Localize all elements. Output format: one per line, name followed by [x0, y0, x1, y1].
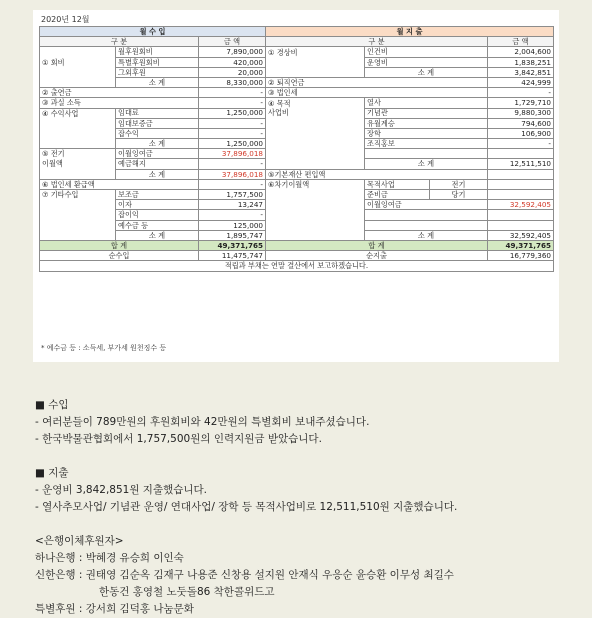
expense-total-amount: 49,371,765	[488, 240, 554, 250]
expense-line: - 운영비 3,842,851원 지출했습니다.	[35, 484, 208, 496]
expense-header: 월 지 출	[266, 27, 554, 37]
expense-group-cell	[266, 200, 365, 210]
income-subtotal-amount: 8,330,000	[199, 77, 266, 87]
expense-group-amount	[488, 169, 554, 179]
income-group-amount: -	[199, 88, 266, 98]
income-item-label: 특별후원회비	[116, 57, 199, 67]
expense-item-amount: 2,004,600	[488, 47, 554, 57]
income-line: - 여러분들이 789만원의 후원회비와 42만원의 특별회비 보내주셨습니다.	[35, 416, 370, 428]
income-group-amount: -	[199, 98, 266, 108]
expense-group-cell	[266, 139, 365, 149]
income-item-amount: -	[199, 159, 266, 169]
expense-empty-cell	[365, 210, 488, 220]
expense-group-cell	[266, 159, 365, 169]
net-expense-label: 순지출	[266, 251, 488, 261]
expense-item-label: 준비금	[365, 190, 430, 200]
income-item-amount: 20,000	[199, 67, 266, 77]
report-month: 2020년 12월	[41, 15, 90, 24]
expense-item-amount: 9,880,300	[488, 108, 554, 118]
income-item-amount: 125,000	[199, 220, 266, 230]
income-group-label: ③ 과실 소득	[40, 98, 199, 108]
expense-empty-amount	[488, 220, 554, 230]
expense-group-label: ① 경상비	[266, 47, 365, 57]
expense-group-cell	[266, 128, 365, 138]
income-section-title: ■ 수입	[35, 399, 69, 411]
income-item-label: 임대보증금	[116, 118, 199, 128]
income-item-amount: 13,247	[199, 200, 266, 210]
income-item-label: 이자	[116, 200, 199, 210]
expense-item-label: 인건비	[365, 47, 488, 57]
expense-group-cell	[266, 57, 365, 67]
net-income-label: 순수입	[40, 251, 199, 261]
expense-item-amount	[488, 179, 554, 189]
expense-empty-amount	[488, 210, 554, 220]
expense-group-label: ⑥차기이월액	[266, 179, 365, 189]
income-group-cell	[40, 67, 116, 77]
income-item-amount: 1,757,500	[199, 190, 266, 200]
income-group-label: ⑥ 법인세 환급액	[40, 179, 199, 189]
expense-group-cell	[266, 220, 365, 230]
expense-subtotal-label: 소 계	[365, 67, 488, 77]
income-item-label: 잡수익	[116, 128, 199, 138]
income-amount-header: 금 액	[199, 37, 266, 47]
income-subtotal-amount: 37,896,018	[199, 169, 266, 179]
expense-item-amount: 1,838,251	[488, 57, 554, 67]
expense-group-amount: -	[488, 88, 554, 98]
income-item-amount: -	[199, 128, 266, 138]
net-income-amount: 11,475,747	[199, 251, 266, 261]
income-category-header: 구 분	[40, 37, 199, 47]
expense-item-amount: 794,600	[488, 118, 554, 128]
expense-item-label: 조직홍보	[365, 139, 488, 149]
income-group-cell	[40, 210, 116, 220]
income-group-cell	[40, 230, 116, 240]
income-item-label: 예금해지	[116, 159, 199, 169]
income-line: - 한국박물관협회에서 1,757,500원의 인력지원금 받았습니다.	[35, 433, 322, 445]
expense-group-label: ③ 법인세	[266, 88, 488, 98]
income-subtotal-label: 소 계	[116, 77, 199, 87]
expense-subtotal-amount: 3,842,851	[488, 67, 554, 77]
expense-group-cell	[266, 230, 365, 240]
expense-group-cell	[266, 118, 365, 128]
income-group-cell	[40, 220, 116, 230]
expense-empty-amount	[488, 149, 554, 159]
expense-item-label: 유월계승	[365, 118, 488, 128]
expense-subtotal-amount: 12,511,510	[488, 159, 554, 169]
income-item-amount: 1,250,000	[199, 108, 266, 118]
income-group-label: ⑦ 기타수입	[40, 190, 116, 200]
income-subtotal-label: 소 계	[116, 139, 199, 149]
income-item-label: 임대료	[116, 108, 199, 118]
income-group-label: ⑤ 전기	[40, 149, 116, 159]
expense-group-cell	[266, 149, 365, 159]
expense-item-amount: 106,900	[488, 128, 554, 138]
income-group-cell	[40, 139, 116, 149]
expense-group-amount: 424,999	[488, 77, 554, 87]
expense-group-cell	[266, 210, 365, 220]
income-group-cell	[40, 200, 116, 210]
donors-line: 신한은행 : 권태영 김순옥 김재구 나용준 신창용 설지원 안재식 우응순 윤승환 이무성 최길수	[35, 569, 454, 581]
expense-item-label: 기념관	[365, 108, 488, 118]
expense-group-label: ② 퇴직연금	[266, 77, 488, 87]
expense-item-label: 목적사업	[365, 179, 430, 189]
net-expense-amount: 16,779,360	[488, 251, 554, 261]
income-item-label: 그외후원	[116, 67, 199, 77]
income-item-label: 보조금	[116, 190, 199, 200]
expense-group-cell	[266, 190, 365, 200]
donors-title: <은행이체후원자>	[35, 535, 124, 547]
income-group-cell	[40, 128, 116, 138]
income-group-amount: -	[199, 179, 266, 189]
income-subtotal-label: 소 계	[116, 169, 199, 179]
income-item-label: 잡이익	[116, 210, 199, 220]
donors-line: 한동건 홍영철 노둣돌86 착한콜위드고	[99, 586, 275, 598]
income-total-label: 합 계	[40, 240, 199, 250]
income-group-cell	[40, 118, 116, 128]
expense-section-title: ■ 지출	[35, 467, 69, 479]
expense-group-cell	[266, 67, 365, 77]
expense-item-sublabel: 당기	[430, 190, 488, 200]
income-group-label: ④ 수익사업	[40, 108, 116, 118]
expense-item-label: 운영비	[365, 57, 488, 67]
expense-group-label: ⑤기본재산 편입액	[266, 169, 488, 179]
income-item-label: 월후원회비	[116, 47, 199, 57]
income-subtotal-amount: 1,250,000	[199, 139, 266, 149]
expense-group-label: ④ 목적	[266, 98, 365, 108]
expense-item-sublabel: 전기	[430, 179, 488, 189]
expense-amount-header: 금 액	[488, 37, 554, 47]
expense-line: - 열사추모사업/ 기념관 운영/ 연대사업/ 장학 등 목적사업비로 12,511,510원 지출했습니다.	[35, 501, 458, 513]
income-item-amount: -	[199, 210, 266, 220]
income-subtotal-label: 소 계	[116, 230, 199, 240]
donors-line: 하나은행 : 박혜경 유승희 이인숙	[35, 552, 184, 564]
expense-item-amount: 1,729,710	[488, 98, 554, 108]
income-group-cell	[40, 169, 116, 179]
income-item-label: 이월잉여금	[116, 149, 199, 159]
financial-report-sheet	[33, 10, 559, 362]
donors-line: 특별후원 : 강서희 김덕홍 나눔문화	[35, 603, 194, 615]
income-group-label: ② 출연금	[40, 88, 199, 98]
income-subtotal-amount: 1,895,747	[199, 230, 266, 240]
expense-item-amount: -	[488, 139, 554, 149]
expense-subtotal-label: 소 계	[365, 230, 488, 240]
expense-category-header: 구 분	[266, 37, 488, 47]
income-group-cell	[40, 47, 116, 57]
expense-empty-cell	[365, 220, 488, 230]
income-item-amount: 37,896,018	[199, 149, 266, 159]
expense-item-label: 장학	[365, 128, 488, 138]
income-item-amount: 420,000	[199, 57, 266, 67]
income-total-amount: 49,371,765	[199, 240, 266, 250]
expense-item-amount: 32,592,405	[488, 200, 554, 210]
report-summary	[35, 397, 575, 618]
expense-total-label: 합 계	[266, 240, 488, 250]
income-header: 월 수 입	[40, 27, 266, 37]
expense-item-label: 열사	[365, 98, 488, 108]
income-item-amount: -	[199, 118, 266, 128]
expense-item-label: 이월잉여금	[365, 200, 488, 210]
income-group-label: 이월액	[40, 159, 116, 169]
expense-item-amount	[488, 190, 554, 200]
income-item-amount: 7,890,000	[199, 47, 266, 57]
income-expense-table	[39, 26, 554, 272]
expense-subtotal-amount: 32,592,405	[488, 230, 554, 240]
expense-subtotal-label: 소 계	[365, 159, 488, 169]
expense-empty-cell	[365, 149, 488, 159]
deposit-footnote: * 예수금 등 : 소득세, 부가세 원천징수 등	[41, 344, 167, 352]
income-item-label: 예수금 등	[116, 220, 199, 230]
expense-group-label: 사업비	[266, 108, 365, 118]
income-group-cell	[40, 77, 116, 87]
settlement-note: 적립과 부채는 연말 결산에서 보고하겠습니다.	[40, 261, 554, 271]
income-group-label: ① 회비	[40, 57, 116, 67]
